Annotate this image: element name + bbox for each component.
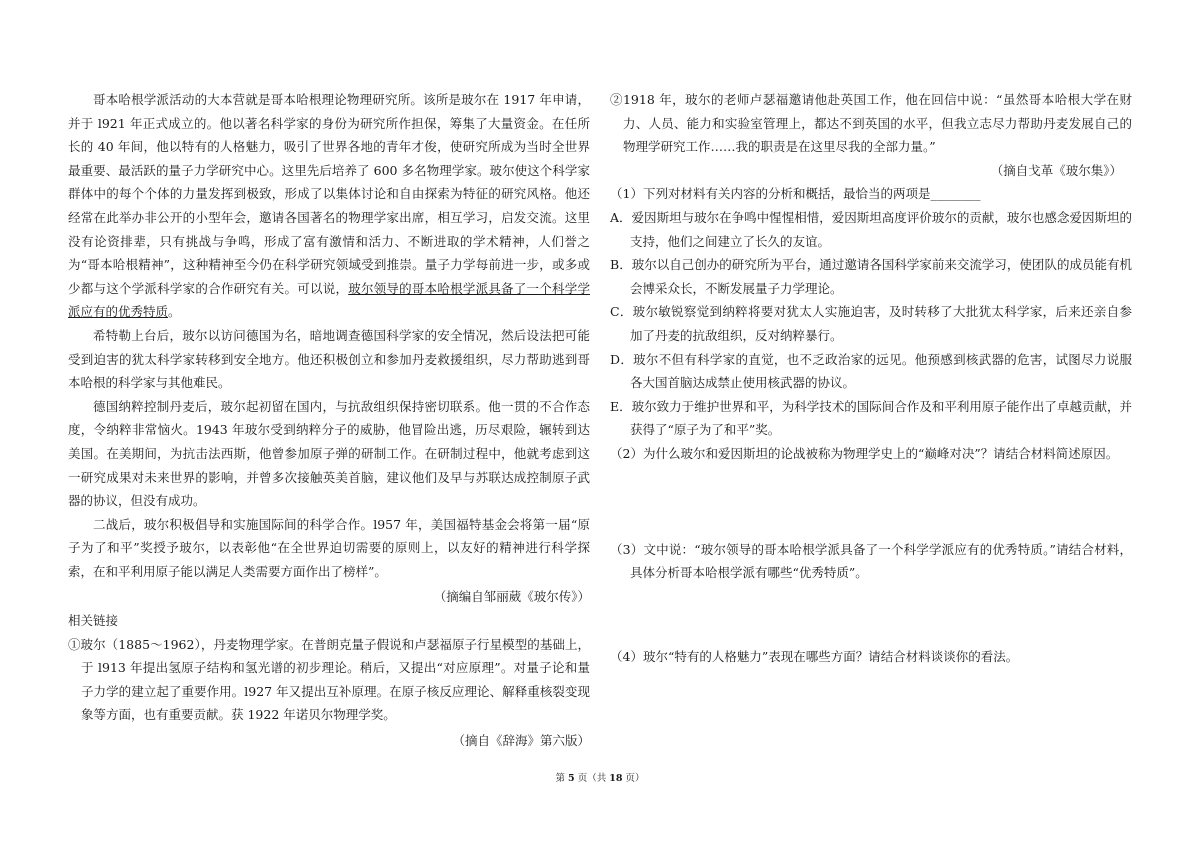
related-links-title: 相关链接 — [68, 613, 119, 629]
source-citation-2: （摘自《辞海》第六版） — [452, 733, 590, 749]
paragraph-1-text: 哥本哈根学派活动的大本营就是哥本哈根理论物理研究所。该所是玻尔在 1917 年申请，并于 l921 年正式成立的。他以著名科学家的身份为研究所作担保，筹集了大量资金。在任所长的 40 年间，他以特有的人格魅力，吸引了世界各地的青年才俊，使研究所成为当时全世界最重要、最活跃的量子力学研究中心。这里先后培养了 600 多名物理学家。玻尔使这个科学家群体中的每个个体的力量发挥到极致，形成了以集体讨论和自由探索为特征的研究风格。他还经常在此举办非公开的小型年会，邀请各国著名的物理学家出席，相互学习，启发交流。这里没有论资排辈，只有挑战与争鸣，形成了富有激情和活力、不断进取的学术精神，人们誉之为“哥本哈根精神”，这种精神至今仍在科学研究领域受到推崇。量子力学每前进一步，或多或少都与这个学派科学家的合作研究有关。可以说， — [68, 92, 590, 296]
footer-middle: 页（共 — [574, 773, 610, 784]
question-4: （4）玻尔“特有的人格魅力”表现在哪些方面？请结合材料谈谈你的看法。 — [610, 648, 1019, 664]
paragraph-1 — [68, 88, 590, 324]
question-3: （3）文中说：“玻尔领导的哥本哈根学派具备了一个科学学派应有的优秀特质。”请结合材料，具体分析哥本哈根学派有哪些“优秀特质”。 — [610, 541, 1132, 581]
source-citation-1: （摘编自邹丽葳《玻尔传》） — [433, 589, 590, 605]
answer-space-2 — [610, 466, 1132, 538]
answer-space-3 — [610, 585, 1132, 645]
option-e: E．玻尔致力于维护世界和平，为科学技术的国际间合作及和平利用原子能作出了卓越贡献，并获得了“原子为了和平”奖。 — [610, 398, 1132, 438]
option-c: C．玻尔敏锐察觉到纳粹将要对犹太人实施迫害，及时转移了大批犹太科学家，后来还亲自参加了丹麦的抗敌组织，反对纳粹暴行。 — [610, 304, 1132, 343]
question-2: （2）为什么玻尔和爱因斯坦的论战被称为物理学史上的“巅峰对决”？请结合材料简述原因。 — [610, 445, 1119, 461]
left-column — [68, 88, 590, 753]
related-link-2: ②1918 年，玻尔的老师卢瑟福邀请他赴英国工作，他在回信中说：“虽然哥本哈根大学在财力、人员、能力和实验室管理上，都达不到英国的水平，但我立志尽力帮助丹麦发展自己的物理学研究工作……我的职责是在这里尽我的全部力量。” — [610, 92, 1132, 155]
question-1: （1）下列对材料有关内容的分析和概括，最恰当的两项是________ — [610, 186, 981, 202]
total-pages: 18 — [609, 773, 623, 784]
footer-prefix: 第 — [555, 773, 569, 784]
page-footer — [0, 770, 1200, 784]
paragraph-4: 二战后，玻尔积极倡导和实施国际间的科学合作。l957 年，美国福特基金会将第一届“原子为了和平”奖授予玻尔，以表彰他“在全世界迫切需要的原则上，以友好的精神进行科学探索，在和平利用原子能以满足人类需要方面作出了榜样”。 — [68, 516, 590, 579]
option-d: D．玻尔不但有科学家的直觉，也不乏政治家的远见。他预感到核武器的危害，试图尽力说服各大国首脑达成禁止使用核武器的协议。 — [610, 351, 1132, 391]
right-column — [610, 88, 1132, 668]
related-link-1: ①玻尔（1885～1962），丹麦物理学家。在普朗克量子假说和卢瑟福原子行星模型的基础上，于 l913 年提出氢原子结构和氢光谱的初步理论。稍后，又提出“对应原理”。对量子论和量子力学的建立起了重要作用。l927 年又提出互补原理。在原子核反应理论、解释重核裂变现象等方面，也有重要贡献。获 1922 年诺贝尔物理学奖。 — [68, 636, 590, 723]
page-number: 5 — [568, 773, 575, 784]
underlined-sentence: 玻尔领导的哥本哈根学派具备了一个科学学派应有的优秀特质 — [68, 280, 590, 320]
option-a: A．爱因斯坦与玻尔在争鸣中惺惺相惜，爱因斯坦高度评价玻尔的贡献，玻尔也感念爱因斯坦的支持，他们之间建立了长久的友谊。 — [610, 209, 1132, 249]
paragraph-1-end: 。 — [168, 304, 181, 320]
footer-suffix: 页） — [622, 773, 645, 784]
source-citation-3: （摘自戈革《玻尔集》） — [990, 162, 1122, 178]
option-b: B．玻尔以自己创办的研究所为平台，通过邀请各国科学家前来交流学习，使团队的成员能有机会博采众长，不断发展量子力学理论。 — [610, 257, 1132, 296]
paragraph-3: 德国纳粹控制丹麦后，玻尔起初留在国内，与抗敌组织保持密切联系。他一贯的不合作态度，令纳粹非常恼火。1943 年玻尔受到纳粹分子的威胁，他冒险出逃，历尽艰险，辗转到达美国。在美期间，为抗击法西斯，他曾参加原子弹的研制工作。在研制过程中，他就考虑到这一研究成果对未来世界的影响，并曾多次接触英美首脑，建议他们及早与苏联达成控制原子武器的协议，但没有成功。 — [68, 398, 590, 509]
paragraph-2: 希特勒上台后，玻尔以访问德国为名，暗地调查德国科学家的安全情况，然后设法把可能受到迫害的犹太科学家转移到安全地方。他还积极创立和参加丹麦救援组织，尽力帮助逃到哥本哈根的科学家与其他难民。 — [68, 327, 590, 391]
